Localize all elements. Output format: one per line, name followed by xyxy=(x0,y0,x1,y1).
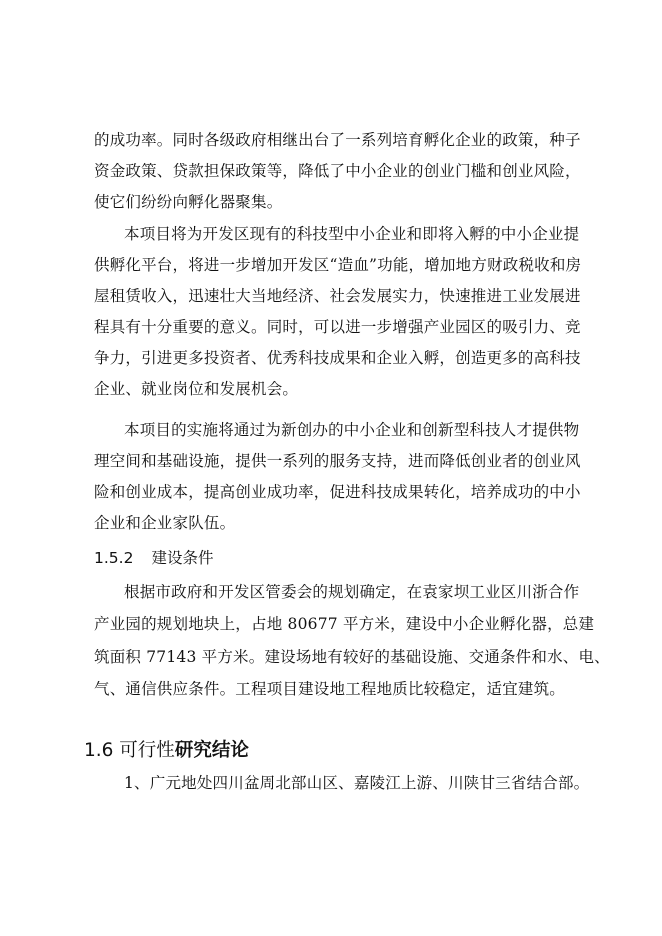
section-heading xyxy=(94,547,213,569)
paragraph-line: 理空间和基础设施，提供一系列的服务支持，进而降低创业者的创业风 xyxy=(94,452,581,470)
paragraph-line: 筑面积 77143 平方米。建设场地有较好的基础设施、交通条件和水、电、 xyxy=(94,648,610,666)
paragraph-line: 的成功率。同时各级政府相继出台了一系列培育孵化企业的政策，种子 xyxy=(94,131,581,149)
paragraph-line: 气、通信供应条件。工程项目建设地工程地质比较稳定，适宜建筑。 xyxy=(94,680,566,698)
paragraph-line: 本项目将为开发区现有的科技型中小企业和即将入孵的中小企业提 xyxy=(124,225,580,243)
paragraph-line: 程具有十分重要的意义。同时，可以进一步增强产业园区的吸引力、竞 xyxy=(94,318,581,336)
chapter-heading xyxy=(84,738,249,764)
paragraph-line: 企业、就业岗位和发展机会。 xyxy=(94,380,299,398)
paragraph-line: 险和创业成本，提高创业成功率，促进科技成果转化，培养成功的中小 xyxy=(94,483,581,501)
section-title: 建设条件 xyxy=(151,549,214,567)
paragraph-line: 供孵化平台，将进一步增加开发区“造血”功能，增加地方财政税收和房 xyxy=(94,256,582,274)
paragraph-line: 争力，引进更多投资者、优秀科技成果和企业入孵，创造更多的高科技 xyxy=(94,349,581,367)
paragraph-line: 资金政策、贷款担保政策等，降低了中小企业的创业门槛和创业风险， xyxy=(94,162,581,180)
chapter-title-bold: 研究结论 xyxy=(174,740,249,761)
chapter-number-title: 1.6 可行性 xyxy=(84,740,175,761)
paragraph-line: 1、广元地处四川盆周北部山区、嘉陵江上游、川陕甘三省结合部。 xyxy=(124,774,590,792)
paragraph-line: 使它们纷纷向孵化器聚集。 xyxy=(94,193,283,211)
paragraph-line: 根据市政府和开发区管委会的规划确定，在袁家坝工业区川浙合作 xyxy=(124,583,580,601)
paragraph-line: 产业园的规划地块上，占地 80677 平方米，建设中小企业孵化器，总建 xyxy=(94,615,595,633)
paragraph-line: 企业和企业家队伍。 xyxy=(94,514,236,532)
section-number: 1.5.2 xyxy=(94,549,134,567)
paragraph-line: 屋租赁收入，迅速壮大当地经济、社会发展实力，快速推进工业发展进 xyxy=(94,287,581,305)
paragraph-line: 本项目的实施将通过为新创办的中小企业和创新型科技人才提供物 xyxy=(124,421,580,439)
